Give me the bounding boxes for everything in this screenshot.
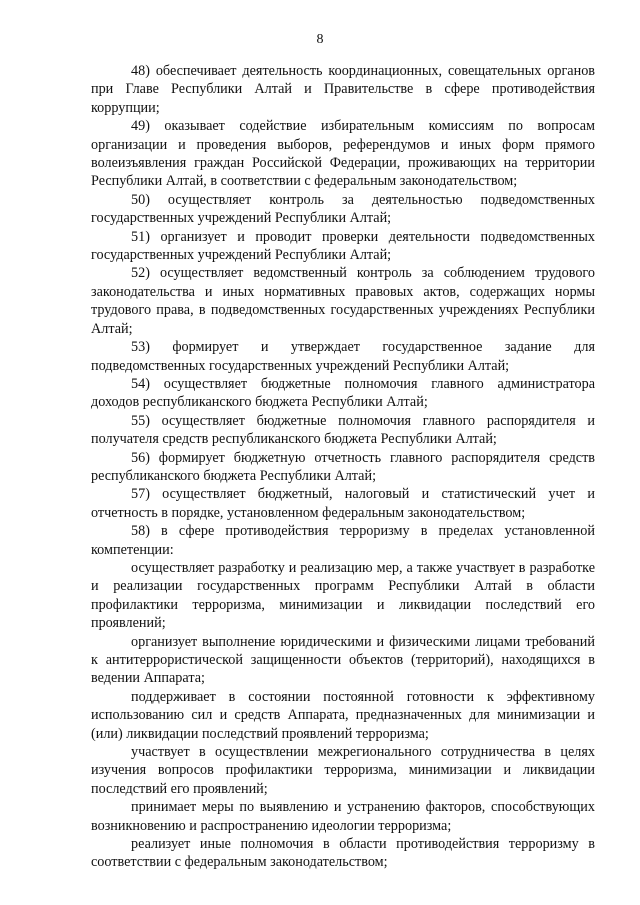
paragraph-subitem-measures: осуществляет разработку и реализацию мер, а также участвует в разработке и реализации государственных программ Республики Алтай в области профилактики терроризма, минимизации и ликвидации последствий его проявлений; [91, 559, 595, 632]
paragraph-item-53: 53) формирует и утверждает государственное задание для подведомственных государственных учреждений Республики Алтай; [91, 339, 595, 374]
document-body [91, 62, 595, 872]
paragraph-item-54: 54) осуществляет бюджетные полномочия главного администратора доходов республиканского бюджета Республики Алтай; [91, 375, 595, 411]
page-number: 8 [316, 32, 324, 47]
paragraph-subitem-other-powers: реализует иные полномочия в области противодействия терроризму в соответствии с федеральным законодательством; [91, 836, 595, 871]
paragraph-subitem-cooperation: участвует в осуществлении межрегионального сотрудничества в целях изучения вопросов профилактики терроризма, минимизации и ликвидации последствий его проявлений; [91, 744, 595, 797]
paragraph-item-48: 48) обеспечивает деятельность координационных, совещательных органов при Главе Республики Алтай и Правительстве в сфере противодействия коррупции; [91, 63, 595, 116]
paragraph-item-51: 51) организует и проводит проверки деятельности подведомственных государственных учреждений Республики Алтай; [91, 228, 595, 264]
paragraph-item-56: 56) формирует бюджетную отчетность главного распорядителя средств республиканского бюджета Республики Алтай; [91, 449, 595, 484]
paragraph-subitem-requirements: организует выполнение юридическими и физическими лицами требований к антитеррористической защищенности объектов (территорий), находящихся в ведении Аппарата; [91, 633, 595, 687]
paragraph-item-55: 55) осуществляет бюджетные полномочия главного распорядителя и получателя средств республиканского бюджета Республики Алтай; [91, 412, 595, 448]
paragraph-subitem-readiness: поддерживает в состоянии постоянной готовности к эффективному использованию сил и средств Аппарата, предназначенных для минимизации и (или) ликвидации последствий проявлений терроризма; [91, 688, 595, 742]
paragraph-subitem-ideology: принимает меры по выявлению и устранению факторов, способствующих возникновению и распространению идеологии терроризма; [91, 799, 595, 834]
paragraph-item-58: 58) в сфере противодействия терроризму в пределах установленной компетенции: [91, 523, 595, 558]
paragraph-item-52: 52) осуществляет ведомственный контроль за соблюдением трудового законодательства и иных нормативных правовых актов, содержащих нормы трудового права, в подведомственных государственных учреждениях Республики Алтай; [91, 265, 595, 337]
paragraph-item-50: 50) осуществляет контроль за деятельностью подведомственных государственных учреждений Республики Алтай; [91, 191, 595, 227]
paragraph-item-49: 49) оказывает содействие избирательным комиссиям по вопросам организации и проведения выборов, референдумов и иных форм прямого волеизъявления граждан Российской Федерации, проживающих на территории Республики Алтай, в соответствии с федеральным законодательством; [91, 118, 595, 190]
paragraph-item-57: 57) осуществляет бюджетный, налоговый и статистический учет и отчетность в порядке, установленном федеральным законодательством; [91, 486, 595, 521]
